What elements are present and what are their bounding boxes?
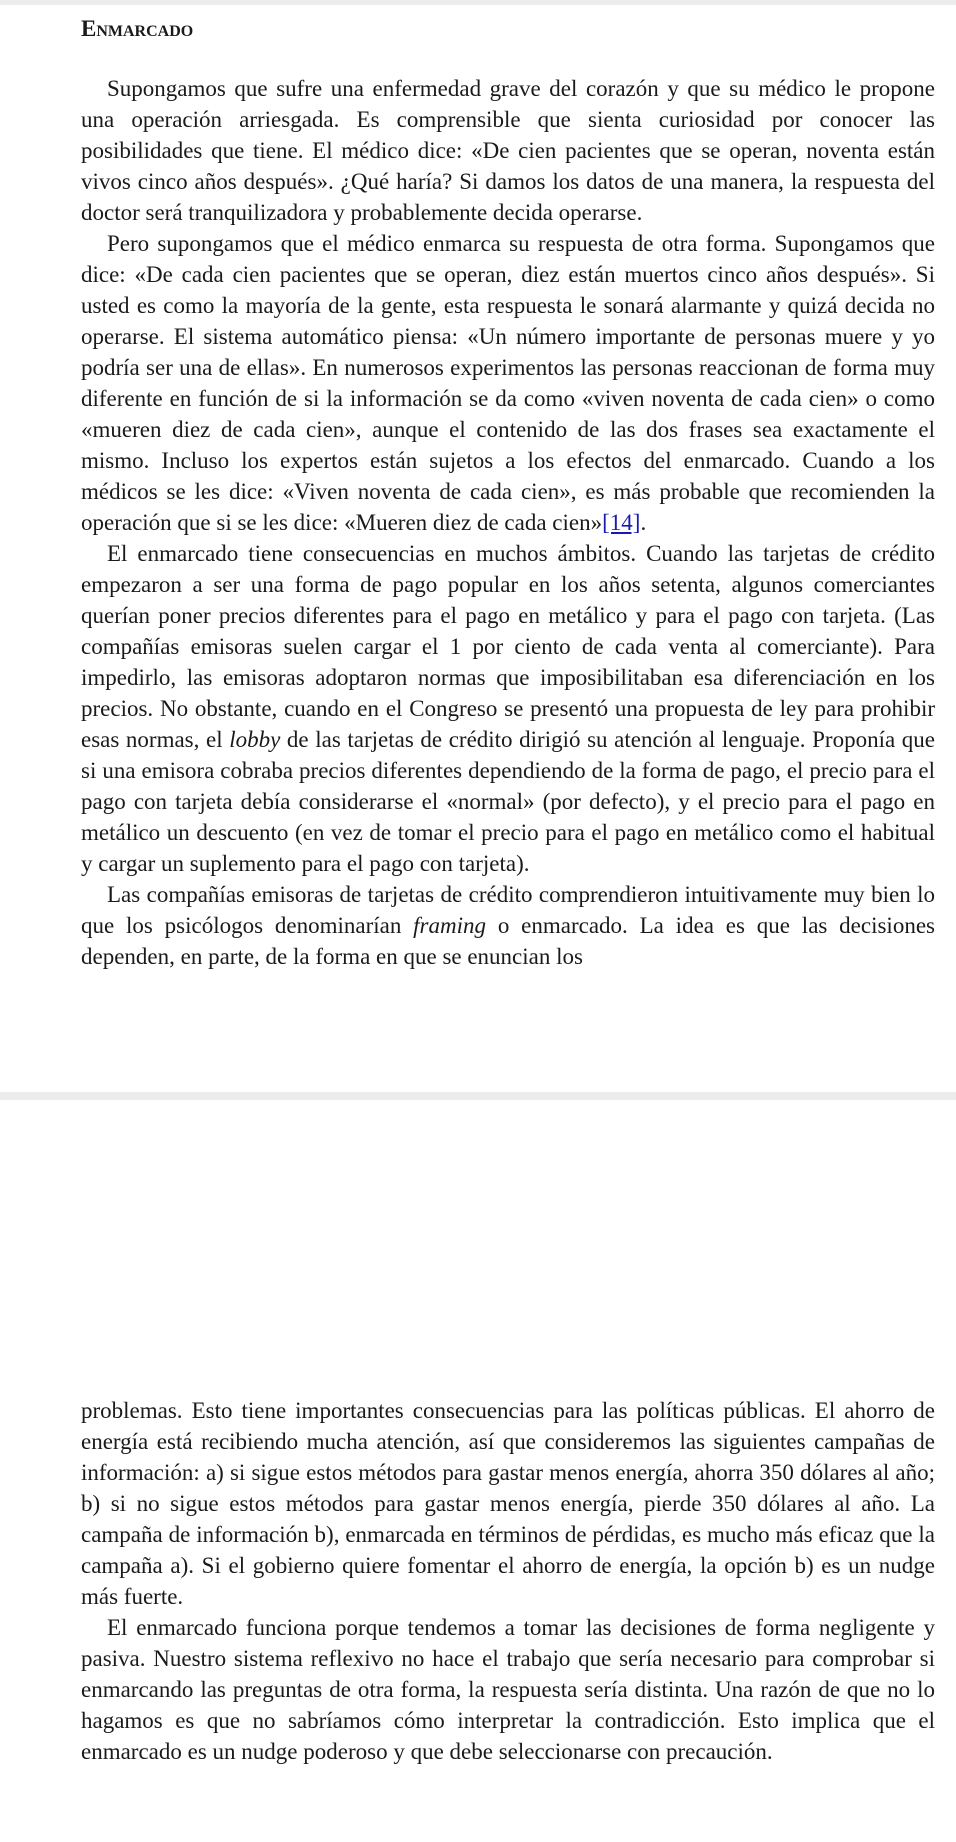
footnote-link[interactable]: [14]	[602, 510, 641, 535]
italic-term: framing	[413, 913, 487, 938]
paragraph-text: problemas. Esto tiene importantes consecuencias para las políticas públicas. El ahorro de energía está recibiendo mucha atención, así que consideremos las siguientes campañas de información: a) si sigue estos métodos para gastar menos energía, ahorra 350 dólares al año; b) si no sigue estos métodos para gastar menos energía, pierde 350 dólares al año. La campaña de información b), enmarcada en términos de pérdidas, es mucho más eficaz que la campaña a). Si el gobierno quiere fomentar el ahorro de energía, la opción b) es un nudge más fuerte.	[81, 1398, 935, 1609]
page-1	[0, 5, 956, 1092]
paragraph-continued	[81, 1395, 935, 1612]
paragraph	[81, 228, 935, 538]
paragraph-text: El enmarcado funciona porque tendemos a tomar las decisiones de forma negligente y pasiva. Nuestro sistema reflexivo no hace el trabajo que sería necesario para comprobar si enmarcando las preguntas de otra forma, la respuesta sería distinta. Una razón de que no lo hagamos es que no sabríamos cómo interpretar la contradicción. Esto implica que el enmarcado es un nudge poderoso y que debe seleccionarse con precaución.	[81, 1615, 935, 1764]
paragraph-text: o enmarcado. La idea es que las decisiones dependen, en parte, de la forma en que se enuncian los	[81, 913, 935, 969]
paragraph-text: Supongamos que sufre una enfermedad grave del corazón y que su médico le propone una operación arriesgada. Es comprensible que sienta curiosidad por conocer las posibilidades que tiene. El médico dice: «De cien pacientes que se operan, noventa están vivos cinco años después». ¿Qué haría? Si damos los datos de una manera, la respuesta del doctor será tranquilizadora y probablemente decida operarse.	[81, 76, 935, 225]
paragraph-text: El enmarcado tiene consecuencias en muchos ámbitos. Cuando las tarjetas de crédito empezaron a ser una forma de pago popular en los años setenta, algunos comerciantes querían poner precios diferentes para el pago en metálico y para el pago con tarjeta. (Las compañías emisoras suelen cargar el 1 por ciento de cada venta al comerciante). Para impedirlo, las emisoras adoptaron normas que imposibilitaban esa diferenciación en los precios. No obstante, cuando en el Congreso se presentó una propuesta de ley para prohibir esas normas, el	[81, 541, 935, 752]
page-2-text	[81, 1395, 935, 1767]
paragraph	[81, 73, 935, 228]
paragraph-text: .	[640, 510, 647, 535]
paragraph-text: Pero supongamos que el médico enmarca su respuesta de otra forma. Supongamos que dice: «De cada cien pacientes que se operan, diez están muertos cinco años después». Si usted es como la mayoría de la gente, esta respuesta le sonará alarmante y quizá decida no operarse. El sistema automático piensa: «Un número importante de personas muere y yo podría ser una de ellas». En numerosos experimentos las personas reaccionan de forma muy diferente en función de si la información se da como «viven noventa de cada cien» o como «mueren diez de cada cien», aunque el contenido de las dos frases sea exactamente el mismo. Incluso los expertos están sujetos a los efectos del enmarcado. Cuando a los médicos se les dice: «Viven noventa de cada cien», es más probable que recomienden la operación que si se les dice: «Mueren diez de cada cien»	[81, 231, 935, 535]
paragraph-text: de las tarjetas de crédito dirigió su atención al lenguaje. Proponía que si una emisora cobraba precios diferentes dependiendo de la forma de pago, el precio para el pago con tarjeta debía considerarse el «normal» (por defecto), y el precio para el pago en metálico un descuento (en vez de tomar el precio para el pago en metálico como el habitual y cargar un suplemento para el pago con tarjeta).	[81, 727, 935, 876]
paragraph	[81, 538, 935, 879]
page-1-text	[81, 73, 935, 972]
page-2	[0, 1100, 956, 1842]
paragraph-text: Las compañías emisoras de tarjetas de crédito comprendieron intuitivamente muy bien lo que los psicólogos denominarían	[81, 882, 935, 938]
italic-term: lobby	[229, 727, 281, 752]
paragraph	[81, 1612, 935, 1767]
paragraph	[81, 879, 935, 972]
running-head: Enmarcado	[81, 16, 194, 41]
